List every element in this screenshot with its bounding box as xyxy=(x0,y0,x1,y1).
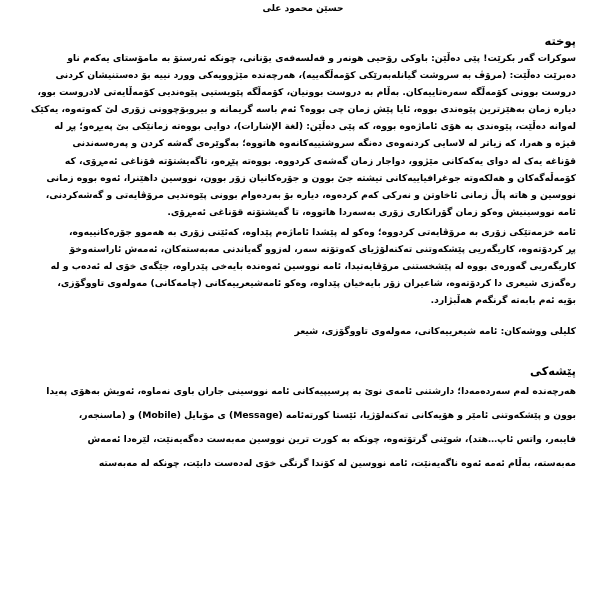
text-line: لەوانە دەڵێت‌، پێوەندی بە هۆی ئاماژەوە بووە، کە پێی دەڵێن‌: (لغة الإشارات)، دوایی بووەتە زمانێکی بێ پەیڕەو؛ پڕ لە xyxy=(54,121,576,133)
text-line: دروست بوونی کۆمەڵگە سەرەتاییەکان. بەڵام بە دروست بوونیان، کۆمەڵگە پێویستیی پێوەندیی کۆمەڵایەتی لادروست بوو، xyxy=(37,87,576,99)
text-line: پڕ کردۆتەوە، کاریگەریی پێشکەوتنی تەکنەلۆژیای کەوتۆتە سەر، لەزوو گەیاندنی مەبەستەکان، ئەمەش ئاراستەوخۆ xyxy=(69,244,576,256)
text-line: قۆناغە یەک لە دوای یەکەکانی مێژوو، دواجار زمان گەشەی کردووە. بووەتە پێڕەو، تاگەیشتۆتە قۆناغی ئەمڕۆی، کە xyxy=(64,155,576,167)
text-line: فایبەر، واتس ئاپ…هتد)، شوێنی گرتۆتەوە، چونکە بە کورت ترین نووسین مەبەست دەگەیەنێت، لێرەدا ئەمەش xyxy=(87,434,576,446)
text-line: دەبرێت دەڵێت‌: (مرۆڤ بە سروشت گیانلەبەرێکی کۆمەڵگەییە)، هەرچەندە مێژوویەکی وورد نییە بۆ دەستنیشان کردنی xyxy=(55,70,576,82)
keywords-line: کلیلی ووشەکان‌: ئامە شیعرییەکانی، مەولەوی تاووگۆزی، شیعر xyxy=(294,326,576,338)
abstract-paragraph-1 xyxy=(30,50,576,221)
abstract-heading: پوختە xyxy=(544,34,576,48)
author-name: حسێن محمود علی xyxy=(262,4,344,14)
intro-paragraph xyxy=(30,380,576,476)
text-line: ئامە نووسینیش وەکو زمان گۆرانکاری زۆری بەسەردا هاتووە، تا گەیشتۆتە قۆناغی ئەمڕۆی. xyxy=(167,206,576,218)
text-line: کاریگەریی گەورەی بووە لە پێشخستنی مرۆڤایەتیدا، ئامە نووسین ئەوەندە بایەخی پێدراوە، جێگەی خۆی لە ئەدەب و لە xyxy=(50,261,576,273)
text-line: سوکرات گەر بکرێت‌! پێی دەڵێن‌: باوکی رۆحیی هونەر و فەلسەفەی یۆنانی، چونکە ئەرستۆ بە مامۆستای یەکەم ناو xyxy=(67,53,576,64)
abstract-paragraph-2 xyxy=(30,224,576,309)
text-line: هەرچەندە لەم سەردەمەدا؛ دارشتنی ئامەی نوێ بە پرسیپیەکانی ئامە نووسینی جاران باوی نەماوە، ئەویش بەهۆی پەیدا xyxy=(46,386,576,398)
text-line: رەگەزی شیعری دا کردۆتەوە، شاعیران زۆر بایەخیان پێداوە، وەکو ئامەشیعرییەکانی (چامەکانی) مەولەوی تاووگۆزی، xyxy=(57,278,576,290)
text-line: بۆیە ئەم بابەتە گرنگەم هەڵبژارد. xyxy=(430,295,576,307)
intro-heading: پێشەکی xyxy=(529,364,576,379)
text-line: بوون و پێشکەوتنی ئامێر و هۆیەکانی تەکنەلۆژیا، ئێستا کورتەئامە (Message) ی مۆبایل (Mobile) و (ماسنجەر، xyxy=(78,410,576,422)
text-line: دیارە زمان بەهێزترین پێوەندی بووە، ئایا پێش زمان چی بووە؟ ئەم باسە گریمانە و بیروبۆچوونی زۆری لێ کەوتەوە، یەکێک xyxy=(30,104,576,116)
text-line: کۆمەڵەگەکان و هەلکەوتە جوغرافیاییەکانی تیشتە جێ بوون و جۆرەکانیان زۆر بوون، نووسین داهێنرا، ئەوە بووە زمانی xyxy=(46,172,576,184)
text-line: نووسین و هاتە پاڵ زمانی ئاخاوتن و نەرکی کەم کردەوە، دیارە بۆ بەردەوام بوونی پێوەندیی مرۆڤایەتی و گەشەکردنی، xyxy=(45,189,576,201)
text-line: ئامە خزمەتێکی زۆری بە مرۆڤایەتی کردووە؛ وەکو لە پێشدا ئاماژەم پێداوە، کەئێنی زۆری بە هەموو جۆرەکانییەوە، xyxy=(69,226,576,238)
text-line: قیژە و هەرا، کە زیاتر لە لاسایی کردنەوەی دەنگە سروشتییەکانەوە هاتووە؛ بەگوێرەی گەشە کردن و پەرەسەندنی xyxy=(72,138,576,150)
text-line: مەبەستە، بەڵام ئەمە ئەوە ناگەیەنێت، ئامە نووسین لە کۆندا گرنگی خۆی لەدەست دابێت، چونکە لە مەبەستە xyxy=(98,458,576,470)
